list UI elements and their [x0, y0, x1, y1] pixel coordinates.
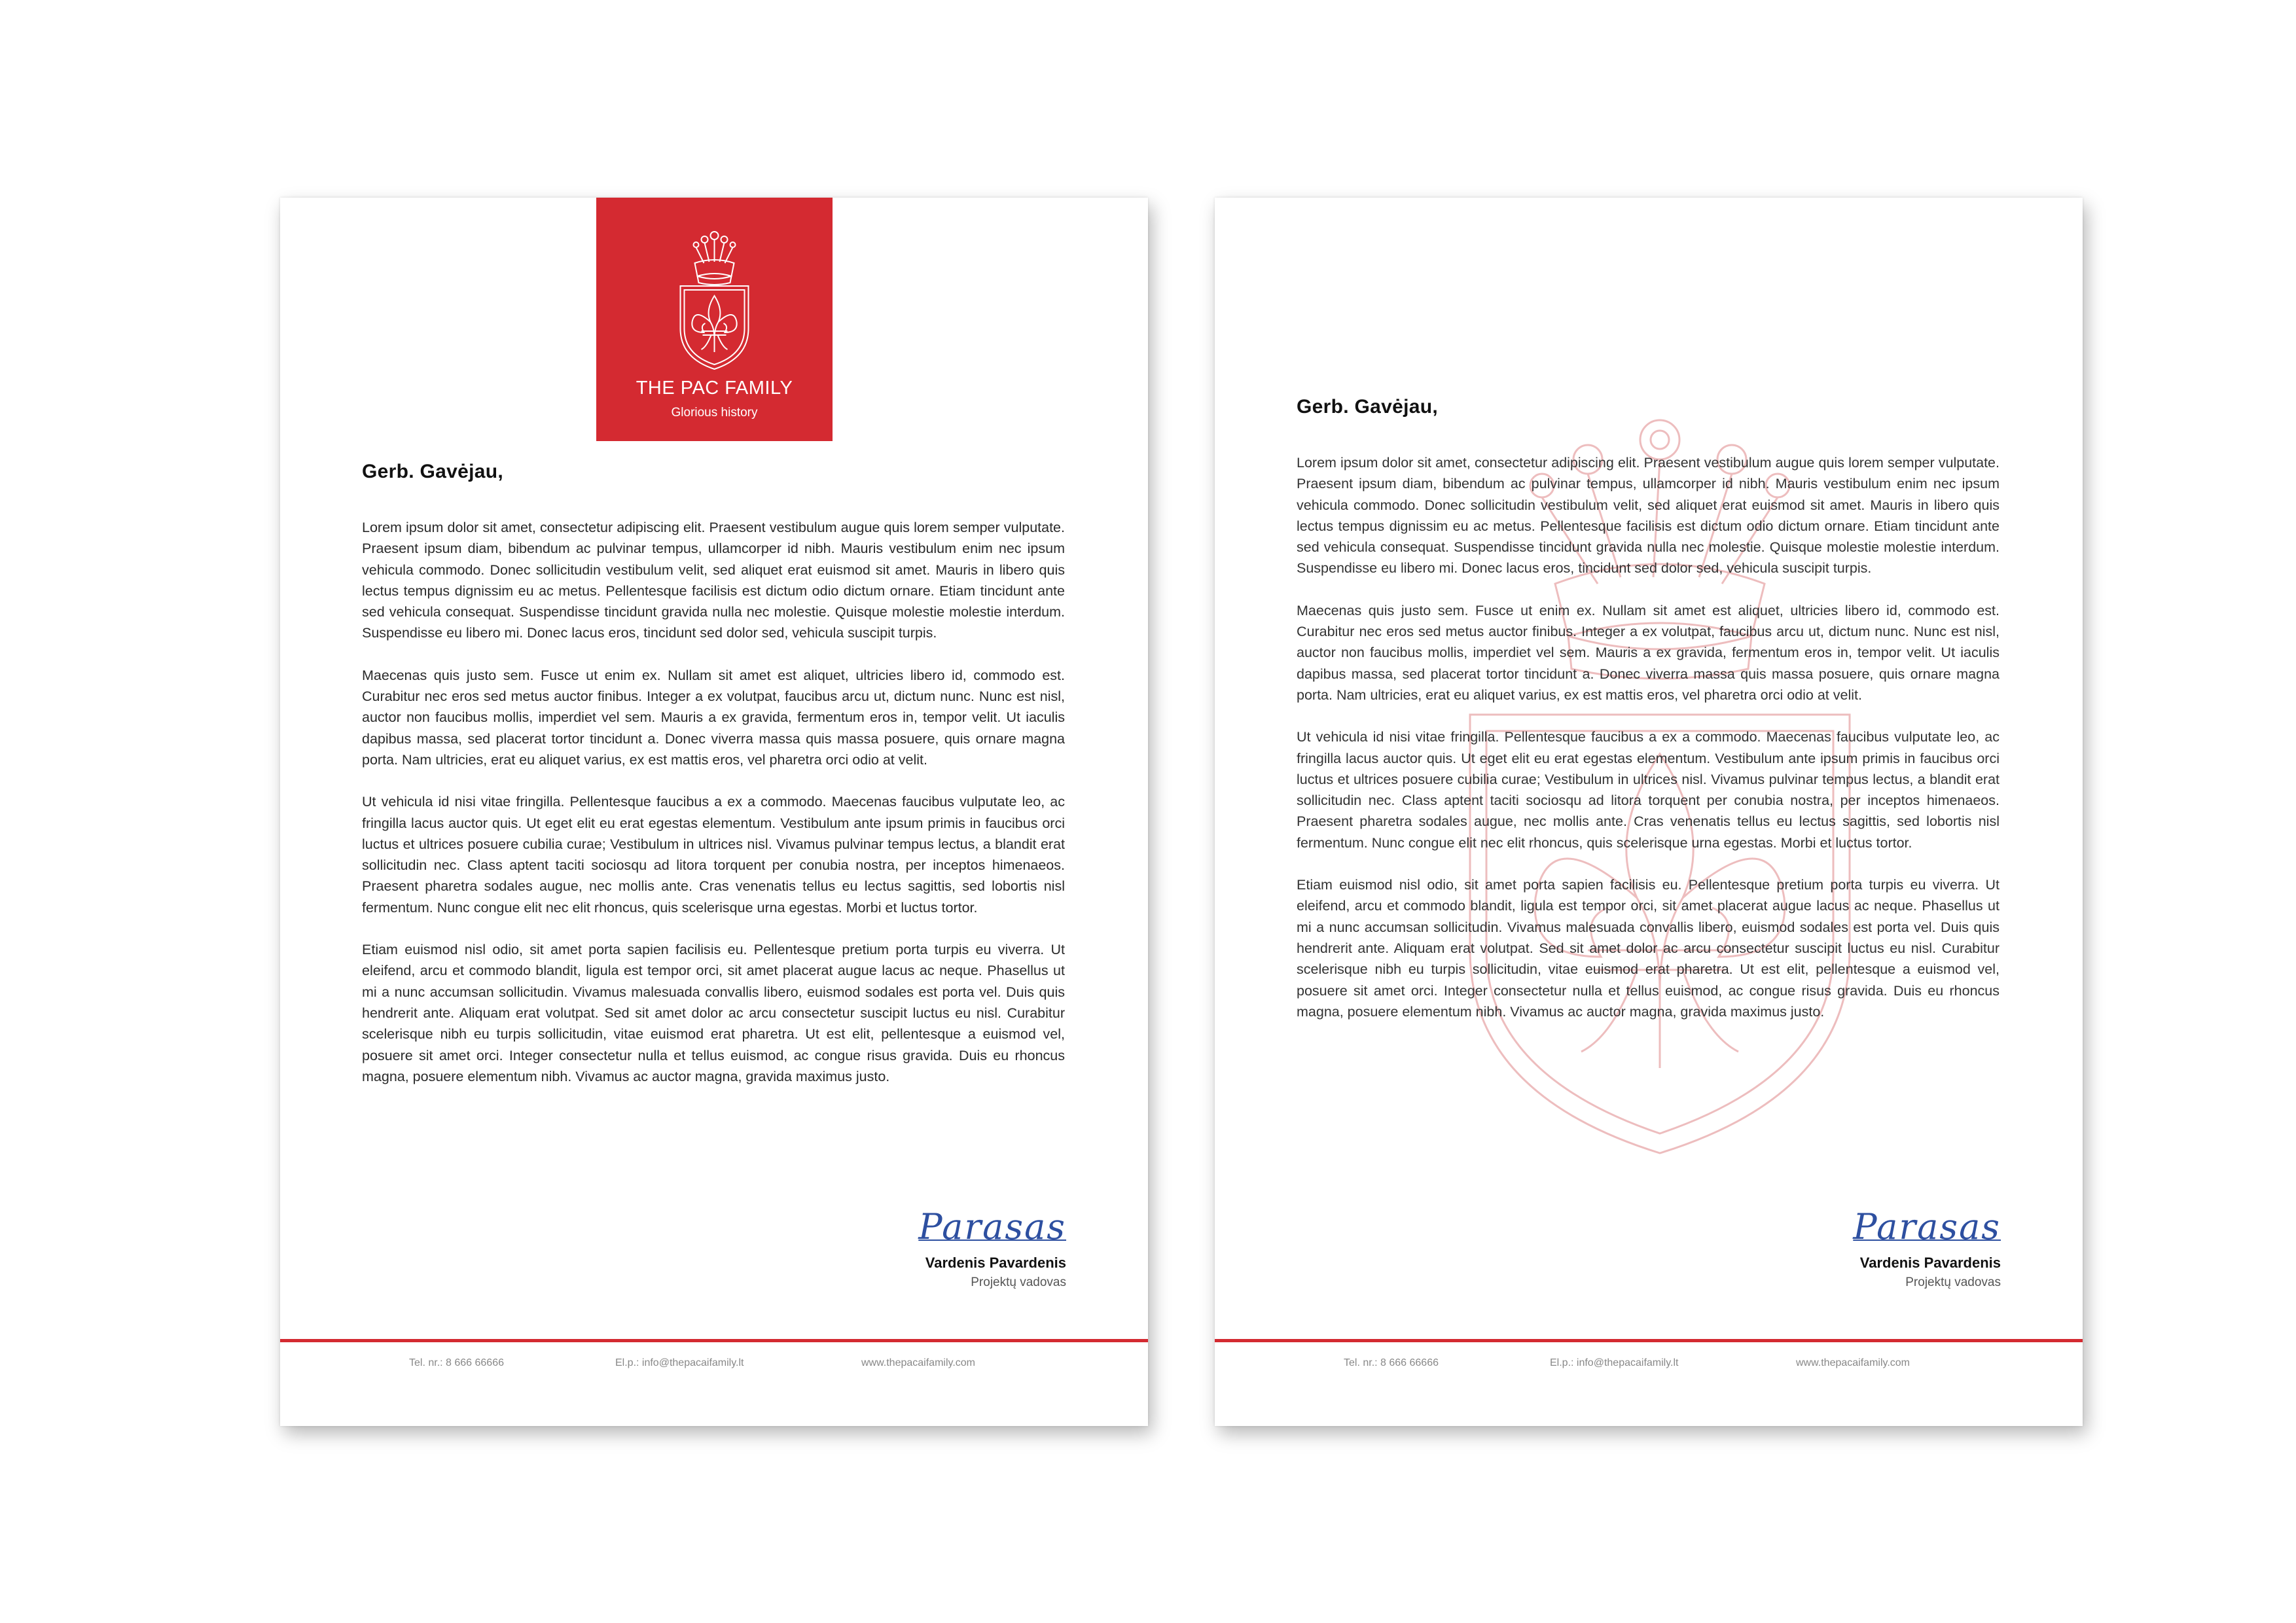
body-paragraph: Lorem ipsum dolor sit amet, consectetur adipiscing elit. Praesent vestibulum augue quis lorem semper vulputate. Praesent ipsum diam, bibendum ac pulvinar tempus, ullamcorper id nibh. Mauris vestibulum enim nec ipsum vehicula commodo. Donec sollicitudin vestibulum velit, sed aliquet erat euismod sit amet. Mauris in libero quis lectus tempus dignissim eu ac metus. Pellentesque facilisis est dictum odio dictum ornare. Etiam tincidunt ante sed vehicula consequat. Suspendisse tincidunt gravida nulla nec molestie. Quisque molestie molestie interdum. Suspendisse eu libero mi. Donec lacus eros, tincidunt sed dolor sed, vehicula suscipit turpis. — [362, 520, 1065, 641]
letterhead-sheet-with-logo — [280, 198, 1148, 1426]
body-paragraph: Lorem ipsum dolor sit amet, consectetur adipiscing elit. Praesent vestibulum augue quis lorem semper vulputate. Praesent ipsum diam, bibendum ac pulvinar tempus, ullamcorper id nibh. Mauris vestibulum enim nec ipsum vehicula commodo. Donec sollicitudin vestibulum velit, sed aliquet erat euismod sit amet. Mauris in libero quis lectus tempus dignissim eu ac metus. Pellentesque facilisis est dictum odio dictum ornare. Etiam tincidunt ante sed vehicula consequat. Suspendisse tincidunt gravida nulla nec molestie. Quisque molestie molestie interdum. Suspendisse eu libero mi. Donec lacus eros, tincidunt sed dolor sed, vehicula suscipit turpis. — [1297, 455, 2000, 577]
signer-name: Vardenis Pavardenis — [1859, 1255, 2001, 1271]
body-paragraph: Etiam euismod nisl odio, sit amet porta sapien facilisis eu. Pellentesque pretium porta turpis eu viverra. Ut eleifend, arcu et commodo blandit, ligula est tempor orci, sit amet placerat augue lacus ac neque. Phasellus ut mi a nunc accumsan sollicitudin. Vivamus malesuada convallis libero, euismod sodales est porta vel. Duis quis hendrerit ante. Aliquam erat volutpat. Sed sit amet dolor ac arcu consectetur suscipit luctus eu nisl. Curabitur scelerisque nibh eu turpis sollicitudin, vitae euismod erat pharetra. Ut est elit, pellentesque a euismod vel, posuere sit amet orci. Integer consectetur nulla et tellus euismod, ac congue risus gravida. Duis eu rhoncus magna, posuere elementum nibh. Vivamus ac auctor magna, gravida maximus justo. — [1297, 877, 2000, 1020]
footer-website: www.thepacaifamily.com — [861, 1357, 975, 1368]
signature-block — [1853, 1207, 2001, 1290]
greeting: Gerb. Gavėjau, — [362, 461, 503, 482]
letterhead-sheet-with-watermark — [1215, 198, 2083, 1426]
crowned-shield-fleur-de-lis-icon — [675, 230, 754, 371]
signature-block — [918, 1207, 1066, 1290]
footer-email: El.p.: info@thepacaifamily.lt — [1550, 1357, 1679, 1368]
body-paragraph: Ut vehicula id nisi vitae fringilla. Pellentesque faucibus a ex a commodo. Maecenas faucibus vulputate leo, ac fringilla lacus auctor quis. Ut eget elit eu erat egestas elementum. Vestibulum ante ipsum primis in faucibus orci luctus et ultrices posuere cubilia curae; Vestibulum in ultrices nisl. Vivamus pulvinar tempus lectus, a blandit erat sollicitudin nec. Class aptent taciti sociosqu ad litora torquent per conubia nostra, per inceptos himenaeos. Praesent pharetra sodales augue, nec mollis ante. Cras venenatis tellus eu lectus sagittis, sed lobortis nisl fermentum. Nunc congue elit nec elit rhoncus, quis scelerisque urna egestas. Morbi et luctus tortor. — [362, 794, 1065, 916]
body-paragraph: Ut vehicula id nisi vitae fringilla. Pellentesque faucibus a ex a commodo. Maecenas faucibus vulputate leo, ac fringilla lacus auctor quis. Ut eget elit eu erat egestas elementum. Vestibulum ante ipsum primis in faucibus orci luctus et ultrices posuere cubilia curae; Vestibulum in ultrices nisl. Vivamus pulvinar tempus lectus, a blandit erat sollicitudin nec. Class aptent taciti sociosqu ad litora torquent per conubia nostra, per inceptos himenaeos. Praesent pharetra sodales augue, nec mollis ante. Cras venenatis tellus eu lectus sagittis, sed lobortis nisl fermentum. Nunc congue elit nec elit rhoncus, quis scelerisque urna egestas. Morbi et luctus tortor. — [1297, 729, 2000, 851]
letter-body — [1297, 396, 2000, 1043]
brand-logo-block — [596, 198, 833, 441]
signer-role: Projektų vadovas — [971, 1275, 1066, 1289]
footer-divider — [1215, 1339, 2083, 1342]
body-paragraph: Maecenas quis justo sem. Fusce ut enim ex. Nullam sit amet est aliquet, ultricies libero id, commodo est. Curabitur nec eros sed metus auctor finibus. Integer a ex volutpat, faucibus arcu ut, dictum nunc. Nunc est nisl, auctor non faucibus mollis, imperdiet vel sem. Mauris a ex gravida, fermentum eros in, tempor velit. Ut iaculis dapibus massa, sed placerat tortor tincidunt a. Donec viverra massa quis massa posuere, quis ornare magna porta. Nam ultricies, erat eu aliquet varius, ex est mattis eros, vel pharetra orci odio at velit. — [1297, 602, 2000, 703]
signer-role: Projektų vadovas — [1905, 1275, 2001, 1289]
letter-body — [362, 461, 1065, 1108]
body-paragraph: Maecenas quis justo sem. Fusce ut enim ex. Nullam sit amet est aliquet, ultricies libero id, commodo est. Curabitur nec eros sed metus auctor finibus. Integer a ex volutpat, faucibus arcu ut, dictum nunc. Nunc est nisl, auctor non faucibus mollis, imperdiet vel sem. Mauris a ex gravida, fermentum eros in, tempor velit. Ut iaculis dapibus massa, sed placerat tortor tincidunt a. Donec viverra massa quis massa posuere, quis ornare magna porta. Nam ultricies, erat eu aliquet varius, ex est mattis eros, vel pharetra orci odio at velit. — [362, 667, 1065, 768]
brand-name: THE PAC FAMILY — [636, 378, 793, 399]
brand-tagline: Glorious history — [671, 406, 758, 419]
body-paragraph: Etiam euismod nisl odio, sit amet porta sapien facilisis eu. Pellentesque pretium porta turpis eu viverra. Ut eleifend, arcu et commodo blandit, ligula est tempor orci, sit amet placerat augue lacus ac neque. Phasellus ut mi a nunc accumsan sollicitudin. Vivamus malesuada convallis libero, euismod sodales est porta vel. Duis quis hendrerit ante. Aliquam erat volutpat. Sed sit amet dolor ac arcu consectetur suscipit luctus eu nisl. Curabitur scelerisque nibh eu turpis sollicitudin, vitae euismod erat pharetra. Ut est elit, pellentesque a euismod vel, posuere sit amet orci. Integer consectetur nulla et tellus euismod, ac congue risus gravida. Duis eu rhoncus magna, posuere elementum nibh. Vivamus ac auctor magna, gravida maximus justo. — [362, 942, 1065, 1084]
handwritten-signature: Parasas — [918, 1206, 1066, 1247]
handwritten-signature: Parasas — [1853, 1206, 2001, 1247]
signer-name: Vardenis Pavardenis — [925, 1255, 1066, 1271]
footer-divider — [280, 1339, 1148, 1342]
footer-website: www.thepacaifamily.com — [1796, 1357, 1910, 1368]
footer-phone: Tel. nr.: 8 666 66666 — [1344, 1357, 1439, 1368]
footer-email: El.p.: info@thepacaifamily.lt — [615, 1357, 744, 1368]
footer-phone: Tel. nr.: 8 666 66666 — [409, 1357, 504, 1368]
greeting: Gerb. Gavėjau, — [1297, 396, 1438, 418]
